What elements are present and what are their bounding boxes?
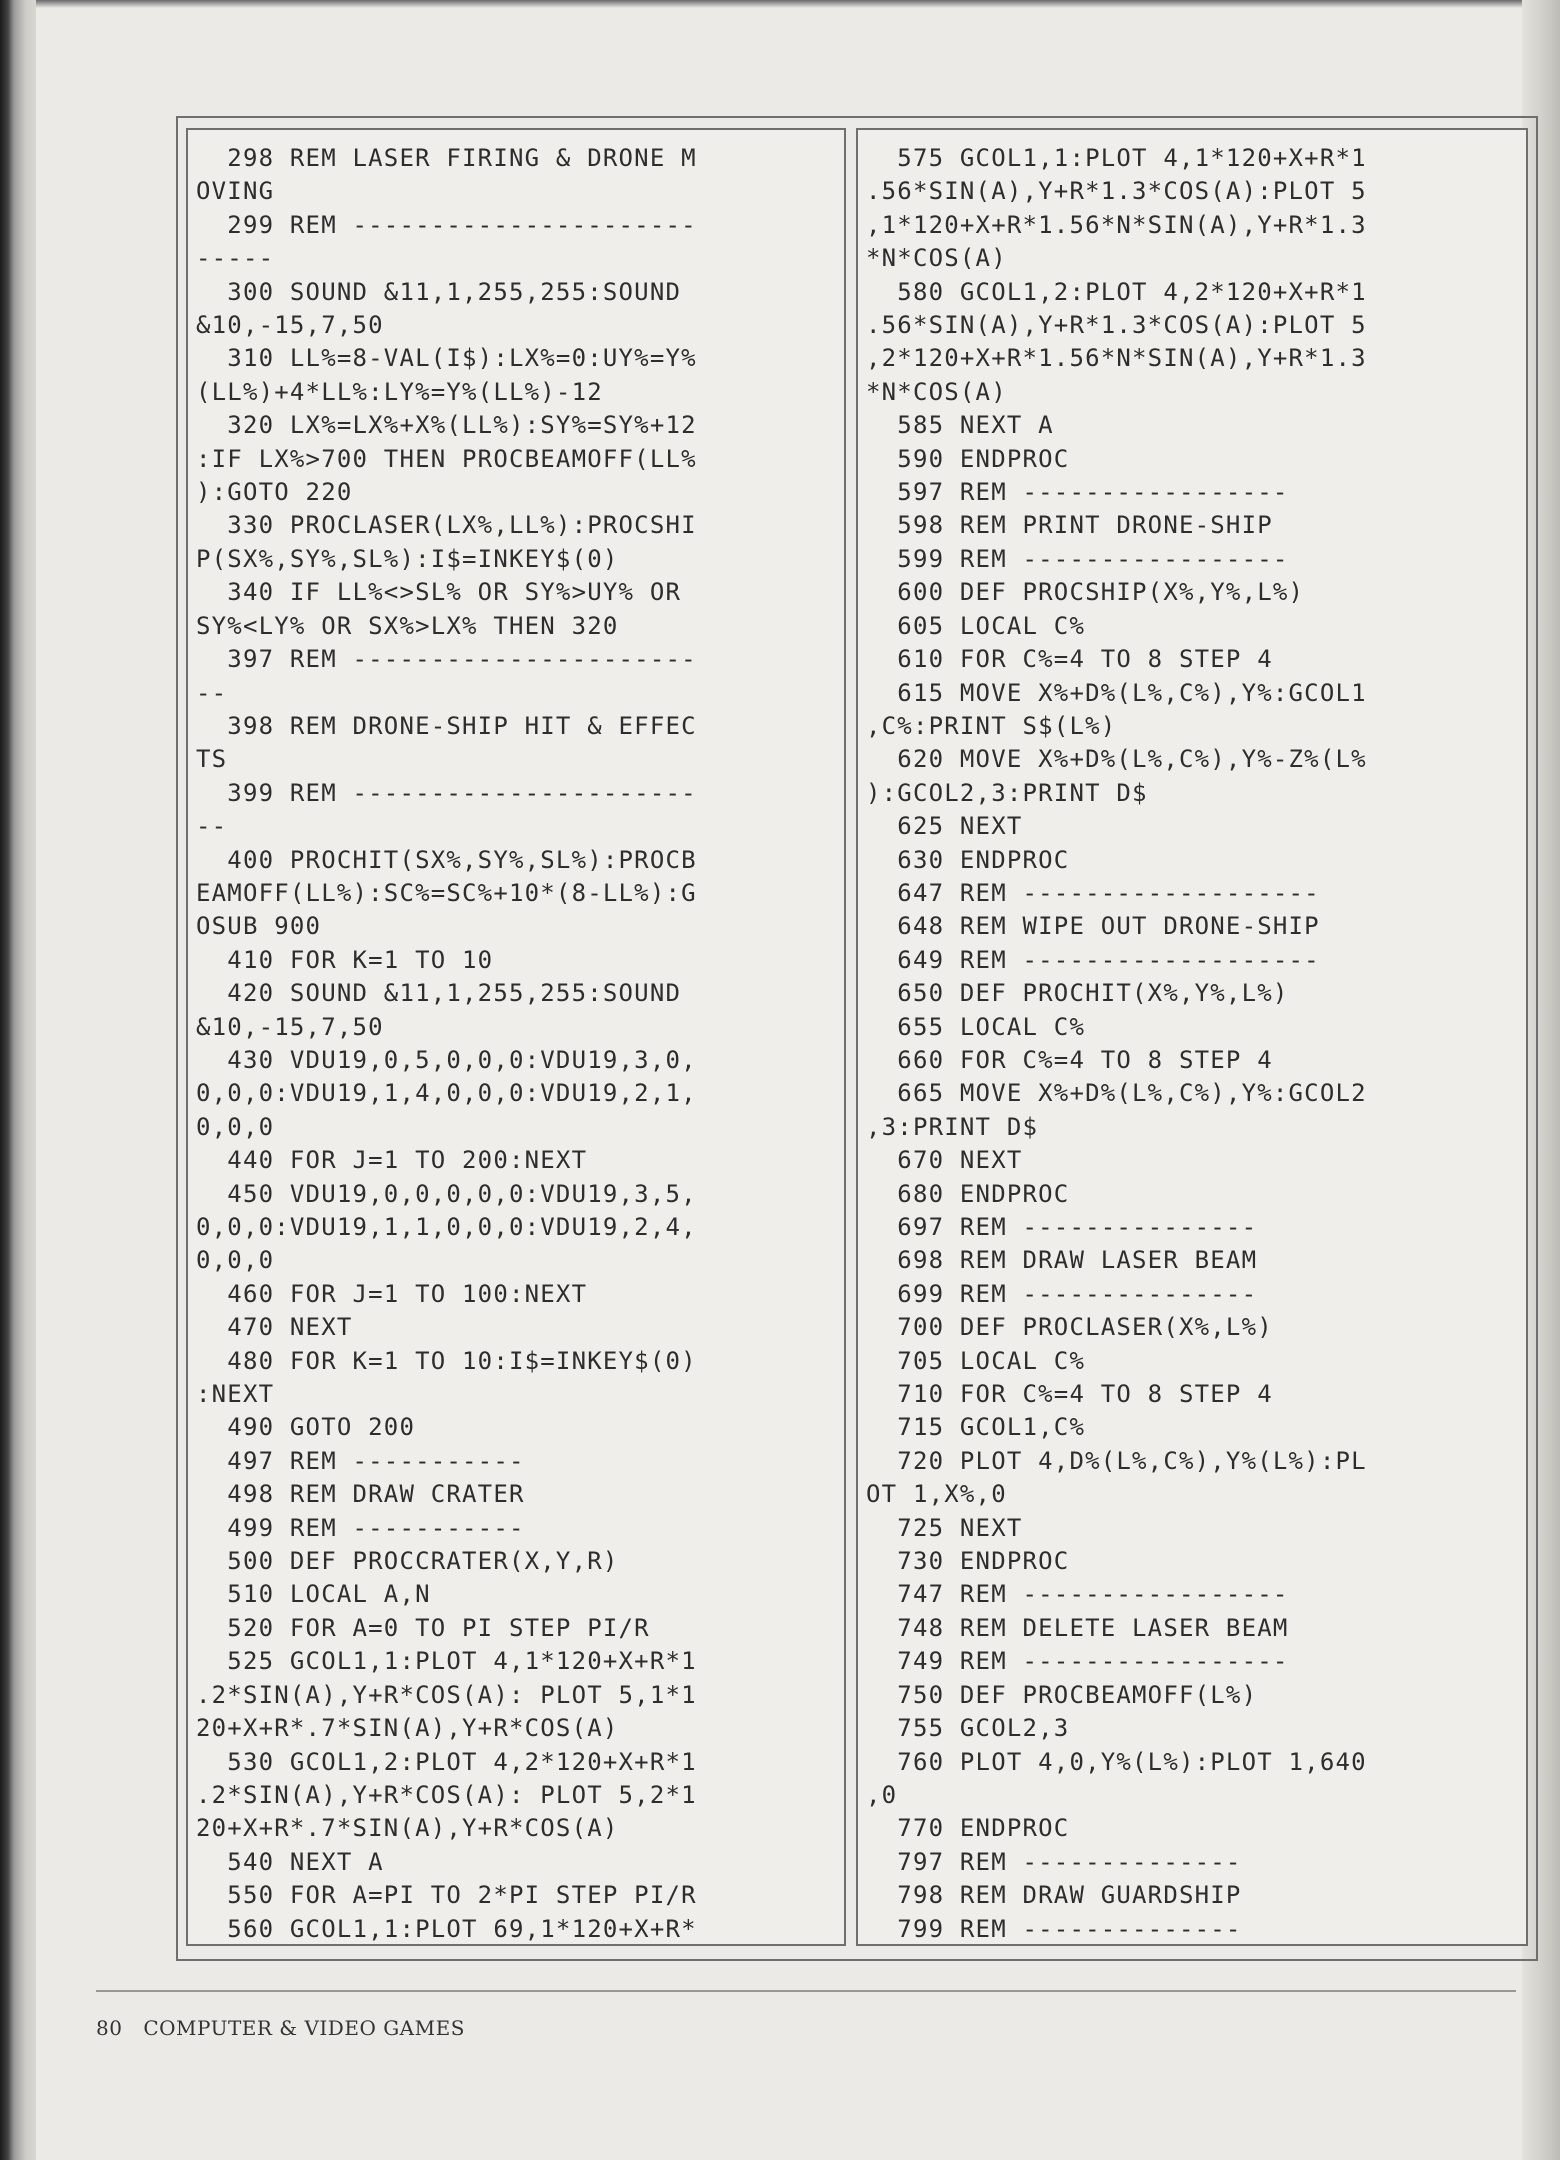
code-line: *N*COS(A) xyxy=(866,244,1007,273)
code-line: 330 PROCLASER(LX%,LL%):PROCSHI xyxy=(196,511,697,540)
code-line: 665 MOVE X%+D%(L%,C%),Y%:GCOL2 xyxy=(866,1079,1367,1108)
code-line: P(SX%,SY%,SL%):I$=INKEY$(0) xyxy=(196,544,619,573)
page-binding-shadow xyxy=(0,0,36,2160)
page-footer xyxy=(96,2016,465,2040)
code-line: 680 ENDPROC xyxy=(866,1179,1070,1208)
code-line: OVING xyxy=(196,177,275,206)
code-line: :IF LX%>700 THEN PROCBEAMOFF(LL% xyxy=(196,444,697,473)
code-line: 550 FOR A=PI TO 2*PI STEP PI/R xyxy=(196,1881,697,1910)
code-line: 575 GCOL1,1:PLOT 4,1*120+X+R*1 xyxy=(866,144,1367,172)
code-line: 410 FOR K=1 TO 10 xyxy=(196,945,494,974)
code-line: 450 VDU19,0,0,0,0,0:VDU19,3,5, xyxy=(196,1179,697,1208)
code-line: 605 LOCAL C% xyxy=(866,611,1086,640)
code-line: 750 DEF PROCBEAMOFF(L%) xyxy=(866,1680,1258,1709)
code-line: ,1*120+X+R*1.56*N*SIN(A),Y+R*1.3 xyxy=(866,210,1367,239)
code-line: -- xyxy=(196,678,228,707)
code-line: 650 DEF PROCHIT(X%,Y%,L%) xyxy=(866,979,1289,1008)
code-line: 725 NEXT xyxy=(866,1513,1023,1542)
code-line: 490 GOTO 200 xyxy=(196,1413,416,1442)
code-line: &10,-15,7,50 xyxy=(196,311,384,340)
code-line: 560 GCOL1,1:PLOT 69,1*120+X+R* xyxy=(196,1914,697,1943)
code-line: .56*SIN(A),Y+R*1.3*COS(A):PLOT 5 xyxy=(866,177,1367,206)
code-line: :NEXT xyxy=(196,1380,275,1409)
code-line: 698 REM DRAW LASER BEAM xyxy=(866,1246,1258,1275)
code-line: 590 ENDPROC xyxy=(866,444,1070,473)
code-line: 540 NEXT A xyxy=(196,1847,384,1876)
code-line: 660 FOR C%=4 TO 8 STEP 4 xyxy=(866,1045,1273,1074)
code-line: 0,0,0:VDU19,1,1,0,0,0:VDU19,2,4, xyxy=(196,1213,697,1241)
code-line: 430 VDU19,0,5,0,0,0:VDU19,3,0, xyxy=(196,1045,697,1074)
code-line: 610 FOR C%=4 TO 8 STEP 4 xyxy=(866,645,1273,674)
code-line: 700 DEF PROCLASER(X%,L%) xyxy=(866,1313,1273,1342)
code-line: 499 REM ----------- xyxy=(196,1513,525,1542)
code-line: 710 FOR C%=4 TO 8 STEP 4 xyxy=(866,1380,1273,1409)
code-line: 798 REM DRAW GUARDSHIP xyxy=(866,1881,1242,1910)
code-line: 760 PLOT 4,0,Y%(L%):PLOT 1,640 xyxy=(866,1747,1367,1776)
code-line: 730 ENDPROC xyxy=(866,1547,1070,1576)
code-line: 0,0,0 xyxy=(196,1112,275,1141)
code-line: 770 ENDPROC xyxy=(866,1814,1070,1843)
code-line: 299 REM ---------------------- xyxy=(196,210,697,239)
code-line: 470 NEXT xyxy=(196,1313,353,1342)
code-line: 480 FOR K=1 TO 10:I$=INKEY$(0) xyxy=(196,1346,697,1375)
code-line: 720 PLOT 4,D%(L%,C%),Y%(L%):PL xyxy=(866,1446,1367,1475)
code-line: 755 GCOL2,3 xyxy=(866,1714,1070,1743)
publication-name: COMPUTER & VIDEO GAMES xyxy=(143,2016,465,2040)
code-line: 525 GCOL1,1:PLOT 4,1*120+X+R*1 xyxy=(196,1647,697,1676)
code-line: 749 REM ----------------- xyxy=(866,1647,1289,1676)
listing-column-right xyxy=(856,128,1528,1946)
code-line: ,2*120+X+R*1.56*N*SIN(A),Y+R*1.3 xyxy=(866,344,1367,373)
code-line: 0,0,0 xyxy=(196,1246,275,1275)
code-line: 799 REM -------------- xyxy=(866,1914,1242,1943)
code-line: 20+X+R*.7*SIN(A),Y+R*COS(A) xyxy=(196,1814,619,1843)
code-line: ,C%:PRINT S$(L%) xyxy=(866,711,1117,740)
code-line: 397 REM ---------------------- xyxy=(196,645,697,674)
listing-column-left xyxy=(186,128,846,1946)
code-line: 320 LX%=LX%+X%(LL%):SY%=SY%+12 xyxy=(196,411,697,440)
code-line: 298 REM LASER FIRING & DRONE M xyxy=(196,144,697,172)
page-number: 80 xyxy=(96,2016,123,2040)
code-line: SY%<LY% OR SX%>LX% THEN 320 xyxy=(196,611,619,640)
code-line: OSUB 900 xyxy=(196,912,322,941)
code-line: 597 REM ----------------- xyxy=(866,478,1289,507)
code-line: -- xyxy=(196,812,228,841)
code-line: 498 REM DRAW CRATER xyxy=(196,1480,525,1509)
code-line: &10,-15,7,50 xyxy=(196,1012,384,1041)
code-line: 510 LOCAL A,N xyxy=(196,1580,431,1609)
code-line: 497 REM ----------- xyxy=(196,1446,525,1475)
code-line: 648 REM WIPE OUT DRONE-SHIP xyxy=(866,912,1320,941)
code-line: 400 PROCHIT(SX%,SY%,SL%):PROCB xyxy=(196,845,697,874)
page-top-edge xyxy=(36,0,1526,8)
code-line: ,0 xyxy=(866,1780,898,1809)
footer-rule xyxy=(96,1990,1516,1992)
code-line: 340 IF LL%<>SL% OR SY%>UY% OR xyxy=(196,578,682,607)
code-line: 420 SOUND &11,1,255,255:SOUND xyxy=(196,979,682,1008)
code-line: .56*SIN(A),Y+R*1.3*COS(A):PLOT 5 xyxy=(866,311,1367,340)
code-line: 530 GCOL1,2:PLOT 4,2*120+X+R*1 xyxy=(196,1747,697,1776)
code-line: 20+X+R*.7*SIN(A),Y+R*COS(A) xyxy=(196,1714,619,1743)
code-line: TS xyxy=(196,745,228,774)
code-line: 460 FOR J=1 TO 100:NEXT xyxy=(196,1279,588,1308)
code-line: EAMOFF(LL%):SC%=SC%+10*(8-LL%):G xyxy=(196,878,697,907)
code-line: 440 FOR J=1 TO 200:NEXT xyxy=(196,1146,588,1175)
code-line: 699 REM --------------- xyxy=(866,1279,1258,1308)
code-line: 310 LL%=8-VAL(I$):LX%=0:UY%=Y% xyxy=(196,344,697,373)
code-line: 797 REM -------------- xyxy=(866,1847,1242,1876)
code-line: 615 MOVE X%+D%(L%,C%),Y%:GCOL1 xyxy=(866,678,1367,707)
code-line: 747 REM ----------------- xyxy=(866,1580,1289,1609)
code-line: ):GCOL2,3:PRINT D$ xyxy=(866,778,1148,807)
code-line: 715 GCOL1,C% xyxy=(866,1413,1086,1442)
code-line: 705 LOCAL C% xyxy=(866,1346,1086,1375)
code-line: 655 LOCAL C% xyxy=(866,1012,1086,1041)
code-line: 580 GCOL1,2:PLOT 4,2*120+X+R*1 xyxy=(866,277,1367,306)
code-line: 649 REM ------------------- xyxy=(866,945,1320,974)
code-line: 399 REM ---------------------- xyxy=(196,778,697,807)
code-line: *N*COS(A) xyxy=(866,377,1007,406)
code-line: ----- xyxy=(196,244,275,273)
program-listing-left xyxy=(188,130,844,1946)
code-line: 600 DEF PROCSHIP(X%,Y%,L%) xyxy=(866,578,1305,607)
code-line: 630 ENDPROC xyxy=(866,845,1070,874)
code-line: 520 FOR A=0 TO PI STEP PI/R xyxy=(196,1613,650,1642)
code-line: .2*SIN(A),Y+R*COS(A): PLOT 5,2*1 xyxy=(196,1780,697,1809)
code-line: 599 REM ----------------- xyxy=(866,544,1289,573)
code-line: 748 REM DELETE LASER BEAM xyxy=(866,1613,1289,1642)
code-line: 598 REM PRINT DRONE-SHIP xyxy=(866,511,1273,540)
program-listing-right xyxy=(858,130,1526,1946)
code-line: .2*SIN(A),Y+R*COS(A): PLOT 5,1*1 xyxy=(196,1680,697,1709)
code-line: 625 NEXT xyxy=(866,812,1023,841)
code-line: ):GOTO 220 xyxy=(196,478,353,507)
code-line: 500 DEF PROCCRATER(X,Y,R) xyxy=(196,1547,619,1576)
code-line: 585 NEXT A xyxy=(866,411,1054,440)
code-line: OT 1,X%,0 xyxy=(866,1480,1007,1509)
code-line: (LL%)+4*LL%:LY%=Y%(LL%)-12 xyxy=(196,377,603,406)
code-line: 398 REM DRONE-SHIP HIT & EFFEC xyxy=(196,711,697,740)
code-line: 670 NEXT xyxy=(866,1146,1023,1175)
code-line: 647 REM ------------------- xyxy=(866,878,1320,907)
code-line: ,3:PRINT D$ xyxy=(866,1112,1039,1141)
code-line: 697 REM --------------- xyxy=(866,1213,1258,1241)
code-line: 620 MOVE X%+D%(L%,C%),Y%-Z%(L% xyxy=(866,745,1367,774)
code-line: 300 SOUND &11,1,255,255:SOUND xyxy=(196,277,682,306)
code-line: 0,0,0:VDU19,1,4,0,0,0:VDU19,2,1, xyxy=(196,1079,697,1108)
